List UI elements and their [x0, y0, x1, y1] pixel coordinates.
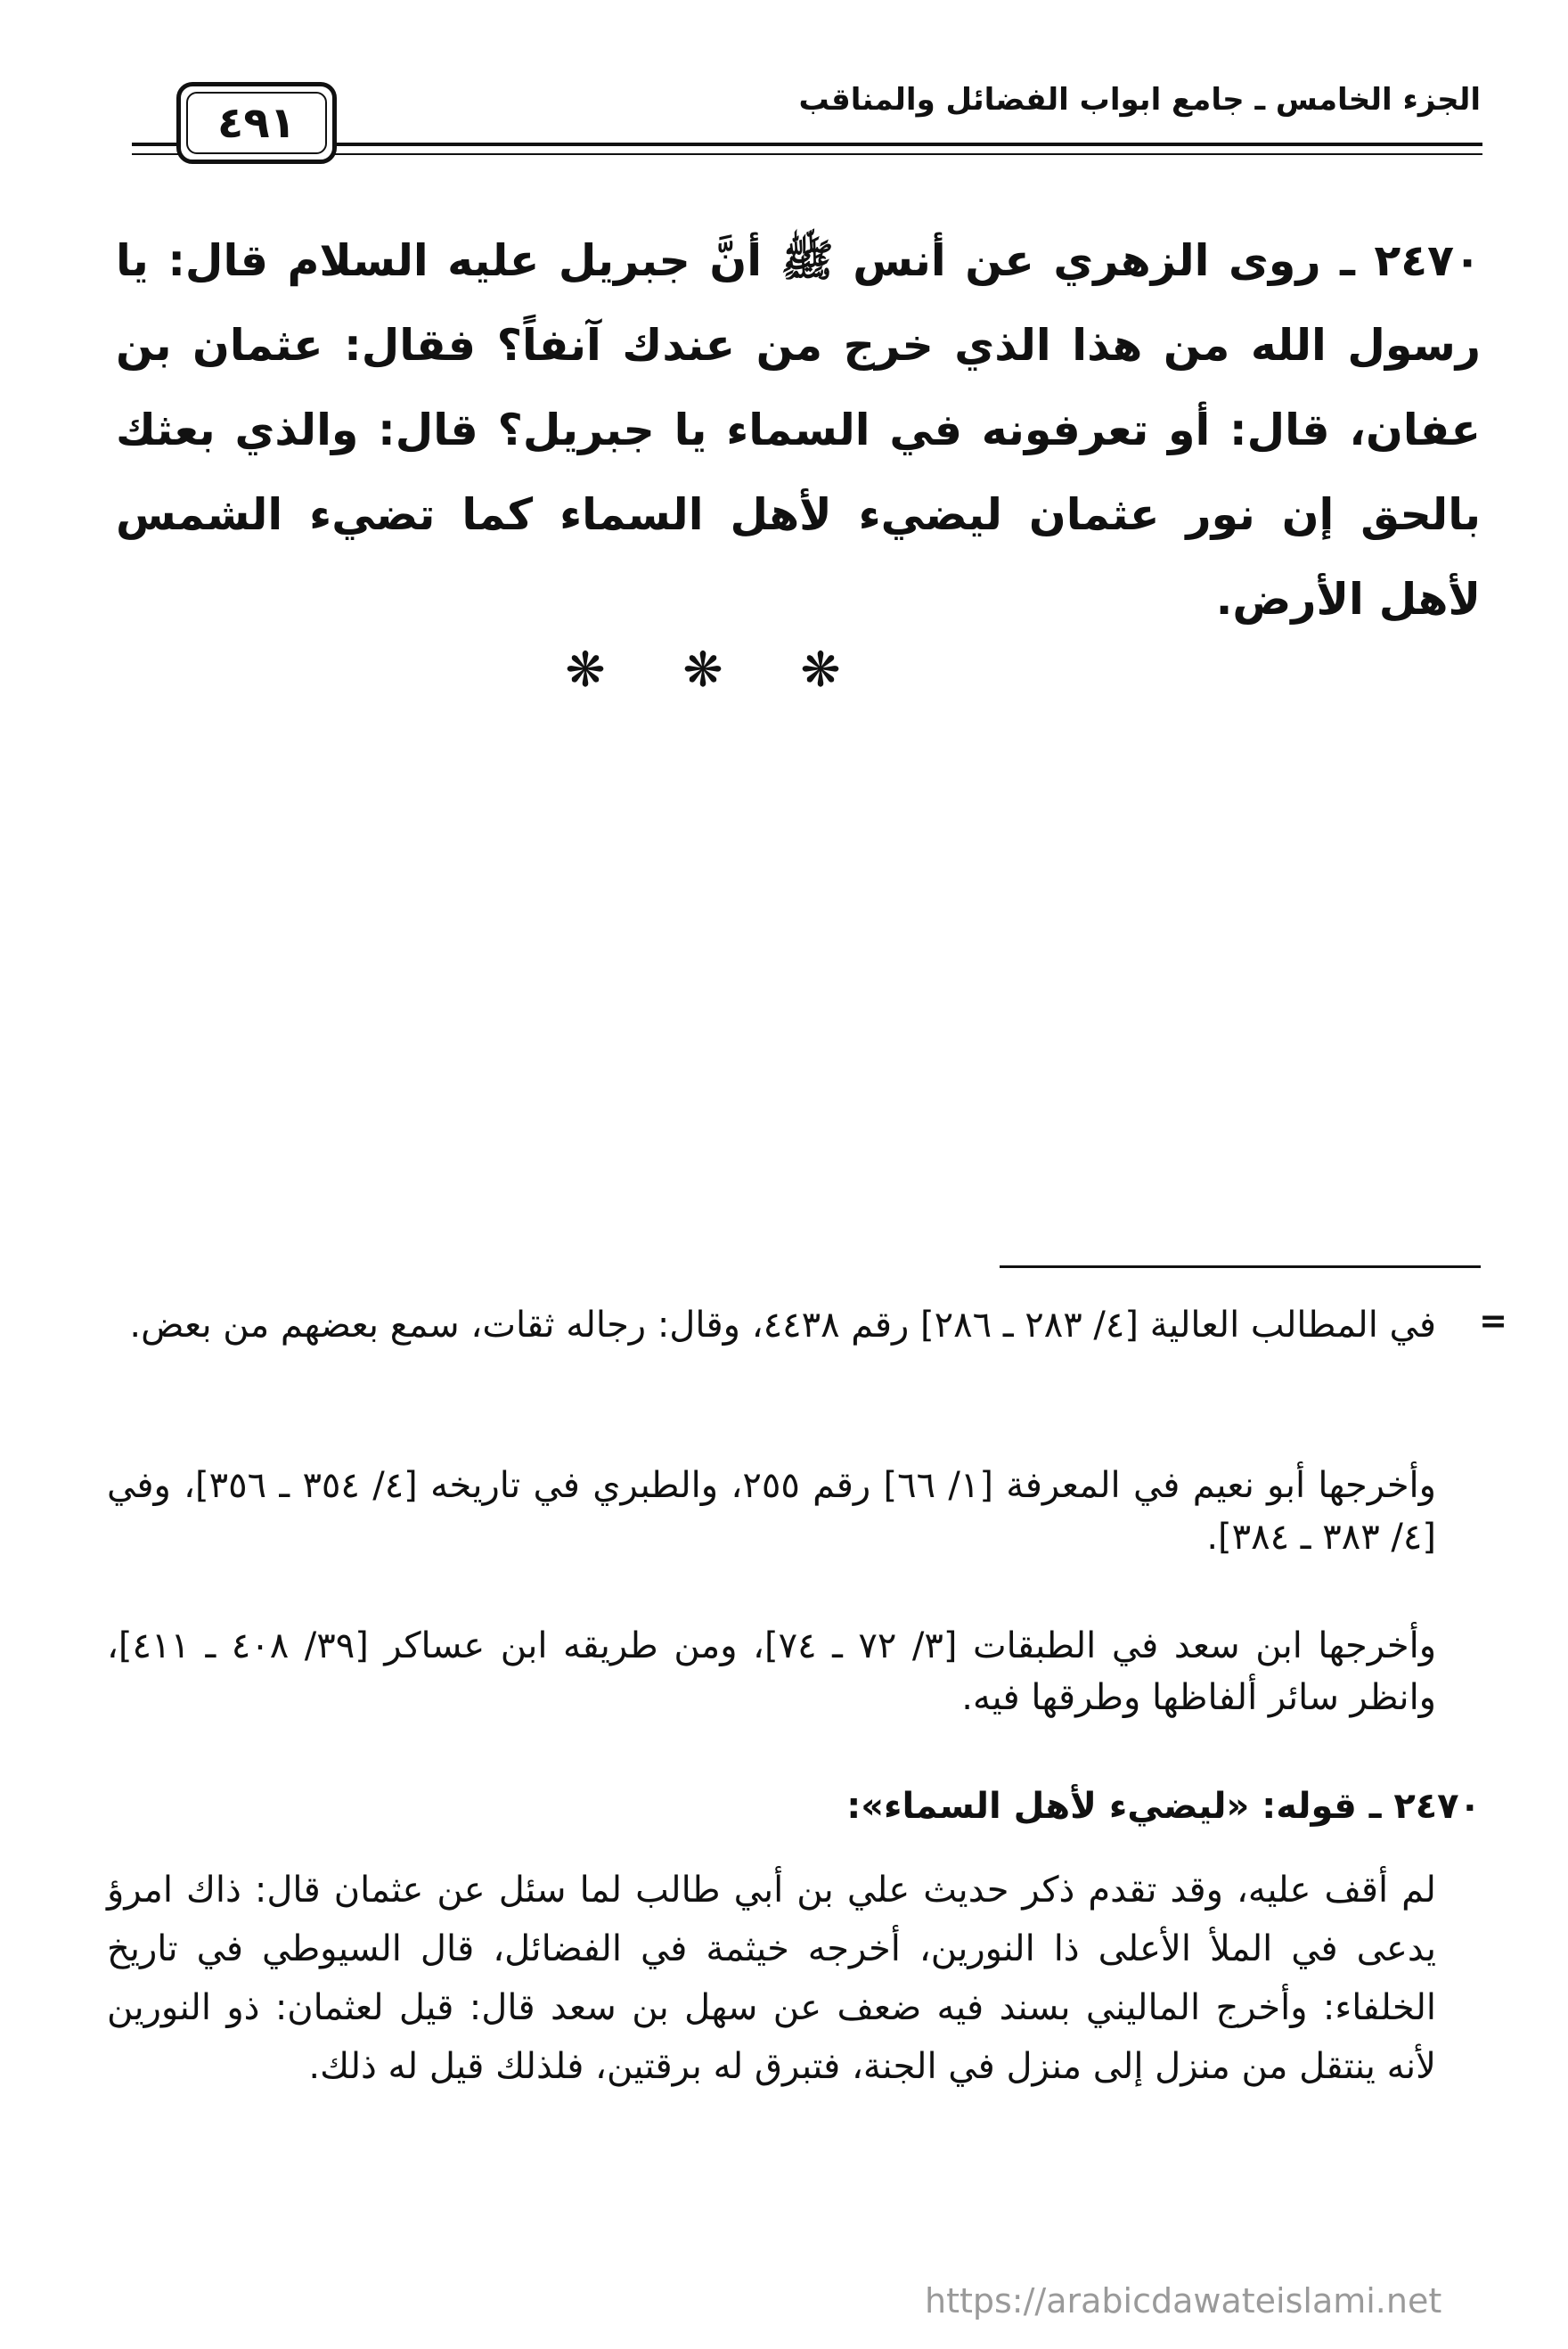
footnote-reference-2: وأخرجها أبو نعيم في المعرفة [١/ ٦٦] رقم ٢٥٥، والطبري في تاريخه [٤/ ٣٥٤ ـ ٣٥٦]، وفي [٤/ ٣٨٣ ـ ٣٨٤]. — [107, 1465, 1436, 1558]
page-number-frame — [176, 82, 337, 164]
footnote-continuation-mark: = — [1479, 1301, 1507, 1340]
comment-body: لم أقف عليه، وقد تقدم ذكر حديث علي بن أبي طالب لما سئل عن عثمان قال: ذاك امرؤ يدعى في الملأ الأعلى ذا النورين، أخرجه خيثمة في الفضائل، قال السيوطي في تاريخ الخلفاء: وأخرج الماليني بسند فيه ضعف عن سهل بن سعد قال: قيل لعثمان: ذو النورين لأنه ينتقل من منزل إلى منزل في الجنة، فتبرق له برقتين، فلذلك قيل له ذلك. — [107, 1870, 1436, 2087]
running-title: الجزء الخامس ـ جامع ابواب الفضائل والمناقب — [798, 82, 1481, 118]
footnote-divider — [1000, 1265, 1481, 1268]
watermark-url: https://arabicdawateislami.net — [925, 2281, 1442, 2320]
page-number: ٤٩١ — [186, 92, 327, 154]
hadith-paragraph: ٢٤٧٠ ـ روى الزهري عن أنس ﷺ أنَّ جبريل عليه السلام قال: يا رسول الله من هذا الذي خرج من عندك آنفاً؟ فقال: عثمان بن عفان، قال: أو تعرفونه في السماء يا جبريل؟ قال: والذي بعثك بالحق إن نور عثمان ليضيء لأهل السماء كما تضيء الشمس لأهل الأرض. — [116, 235, 1481, 625]
comment-heading: ٢٤٧٠ ـ قوله: «ليضيء لأهل السماء»: — [846, 1786, 1481, 1827]
footnote-reference-3: وأخرجها ابن سعد في الطبقات [٣/ ٧٢ ـ ٧٤]، ومن طريقه ابن عساكر [٣٩/ ٤٠٨ ـ ٤١١]، وانظر سائر ألفاظها وطرقها فيه. — [107, 1625, 1437, 1718]
section-separator: ❋ ❋ ❋ — [565, 642, 871, 698]
footnote-reference-1: في المطالب العالية [٤/ ٢٨٣ ـ ٢٨٦] رقم ٤٤٣٨، وقال: رجاله ثقات، سمع بعضهم من بعض. — [129, 1305, 1436, 1346]
